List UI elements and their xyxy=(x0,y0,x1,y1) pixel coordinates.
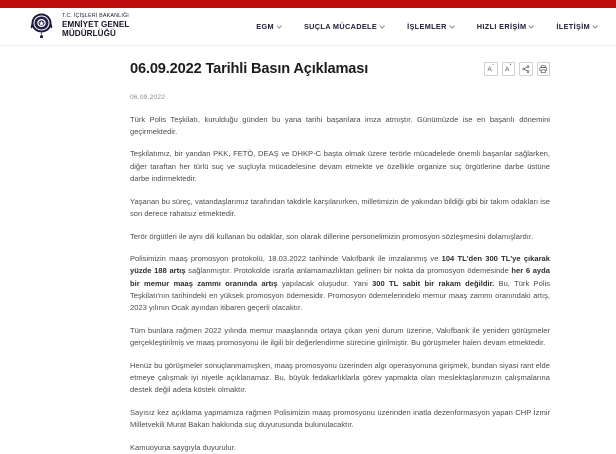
nav-item-iletisim[interactable] xyxy=(545,22,600,31)
nav-item-hizli-erisim[interactable] xyxy=(466,22,546,31)
emphasis-text: 104 TL'den 300 TL'ye çıkarak yüzde 188 artış xyxy=(130,254,550,275)
nav-item-label: HIZLI ERİŞİM xyxy=(477,22,527,31)
share-button[interactable] xyxy=(519,62,533,76)
paragraph-text: Yaşanan bu süreç, vatandaşlarımız tarafından takdirle karşılanırken, milletimizin de yakından bildiği gibi bir takım odakları ise son derece rahatsız etmektedir. xyxy=(130,197,550,218)
emphasis-text: her 6 ayda bir memur maaş zammı oranında artış xyxy=(130,266,550,287)
brand-line-1: T.C. İÇİŞLERİ BAKANLIĞI xyxy=(62,14,129,20)
paragraph-text: Henüz bu görüşmeler sonuçlanmamışken, maaş promosyonu üzerinden algı operasyonuna girişmek, bundan siyasi rant elde etmeye çalışmak iyi niyetle açıklanamaz. Bu, büyük fedakarlıklarla görev yapmakta olan meslektaşlarımızın çalışmalarına destek değil adeta köstek olmaktır. xyxy=(130,361,550,394)
nav-item-egm[interactable] xyxy=(245,22,293,31)
article-paragraph xyxy=(130,442,550,454)
paragraph-text: Kamuoyuna saygıyla duyurulur. xyxy=(130,443,236,452)
paragraph-text: yapılacak oluşudur. Yani xyxy=(278,279,373,288)
chevron-down-icon xyxy=(450,24,455,29)
paragraph-text: Teşkilatımız, bir yandan PKK, FETÖ, DEAŞ ve DHKP-C başta olmak üzere terörle mücadelede önemli başarılar sağlarken, diğer taraftan her türlü suç ve suçluyla mücadelesine devam etmekte ve özellikle organize suç örgütlerine darbe üstüne darbe indirmektedir. xyxy=(130,149,550,182)
nav-item-sucla-mucadele[interactable] xyxy=(293,22,396,31)
nav-item-label: İŞLEMLER xyxy=(407,22,447,31)
brand-line-2: EMNİYET GENEL xyxy=(62,20,129,30)
print-icon xyxy=(539,65,547,73)
publish-date: 06.09.2022 xyxy=(130,94,550,101)
egm-police-badge-icon xyxy=(28,12,55,41)
main-navigation xyxy=(245,22,600,31)
emphasis-text: 300 TL sabit bir rakam değildir. xyxy=(372,279,494,288)
article xyxy=(0,46,616,454)
article-paragraph xyxy=(130,407,550,431)
nav-item-label: EGM xyxy=(256,22,274,31)
paragraph-text: Türk Polis Teşkilatı, kurulduğu günden bu yana tarihi başarılara imza atmıştır. Günümüzde ise en başarılı dönemini geçirmektedir. xyxy=(130,115,550,136)
paragraph-text: Bu, Türk Polis Teşkilatı'nın tarihindeki en yüksek promosyon ödemesidir. Promosyon ödemelerindeki memur maaş zammı oranındaki artış, 2023 yılının Ocak ayından itibaren geçerli olacaktır. xyxy=(130,279,550,312)
article-paragraph xyxy=(130,148,550,185)
article-toolbar xyxy=(484,60,550,76)
brand-text xyxy=(62,14,129,40)
article-paragraph xyxy=(130,231,550,243)
article-body xyxy=(130,114,550,454)
paragraph-text: sağlanmıştır. Protokolde ısrarla anlamamazlıktan gelinen bir nokta da promosyon ödemesinde xyxy=(186,266,512,275)
article-paragraph xyxy=(130,196,550,220)
article-header xyxy=(130,60,550,79)
page-title: 06.09.2022 Tarihli Basın Açıklaması xyxy=(130,60,368,79)
share-icon xyxy=(522,65,530,73)
paragraph-text: Sayısız kez açıklama yapmamıza rağmen Polisimizin maaş promosyonu üzerinden inatla dezenformasyon yapan CHP İzmir Milletvekili Murat Bakan hakkında suç duyurusunda bulunulacaktır. xyxy=(130,408,550,429)
article-paragraph xyxy=(130,253,550,314)
nav-item-label: SUÇLA MÜCADELE xyxy=(304,22,377,31)
article-paragraph xyxy=(130,325,550,349)
a-minus-icon: A− xyxy=(487,65,494,74)
print-button[interactable] xyxy=(537,62,551,76)
increase-font-size-button[interactable] xyxy=(502,62,516,76)
top-accent-band xyxy=(0,0,616,8)
paragraph-text: Tüm bunlara rağmen 2022 yılında memur maaşlarında ortaya çıkan yeni durum üzerine, Vakıfbank ile yeniden görüşmeler gerçekleştirilmiş ve maaş promosyonu ile ilgili bir değerlendirme sürecine girilmiştir. Bu görüşmeler halen devam etmektedir. xyxy=(130,326,550,347)
chevron-down-icon xyxy=(380,24,385,29)
nav-item-label: İLETİŞİM xyxy=(556,22,590,31)
decrease-font-size-button[interactable] xyxy=(484,62,498,76)
a-plus-icon: A+ xyxy=(505,65,512,74)
site-logo-link[interactable] xyxy=(28,12,129,41)
paragraph-text: Polisimizin maaş promosyon protokolü, 18.03.2022 tarihinde Vakıfbank ile imzalanmış ve xyxy=(130,254,442,263)
chevron-down-icon xyxy=(277,24,282,29)
nav-item-islemler[interactable] xyxy=(396,22,466,31)
brand-line-3: MÜDÜRLÜĞÜ xyxy=(62,29,129,39)
chevron-down-icon xyxy=(593,24,598,29)
article-paragraph xyxy=(130,114,550,138)
chevron-down-icon xyxy=(529,24,534,29)
paragraph-text: Terör örgütleri ile aynı dili kullanan bu odaklar, son olarak dillerine personelimizin promosyon sözleşmesini dolamışlardır. xyxy=(130,232,533,241)
site-header xyxy=(0,8,616,46)
article-paragraph xyxy=(130,360,550,397)
